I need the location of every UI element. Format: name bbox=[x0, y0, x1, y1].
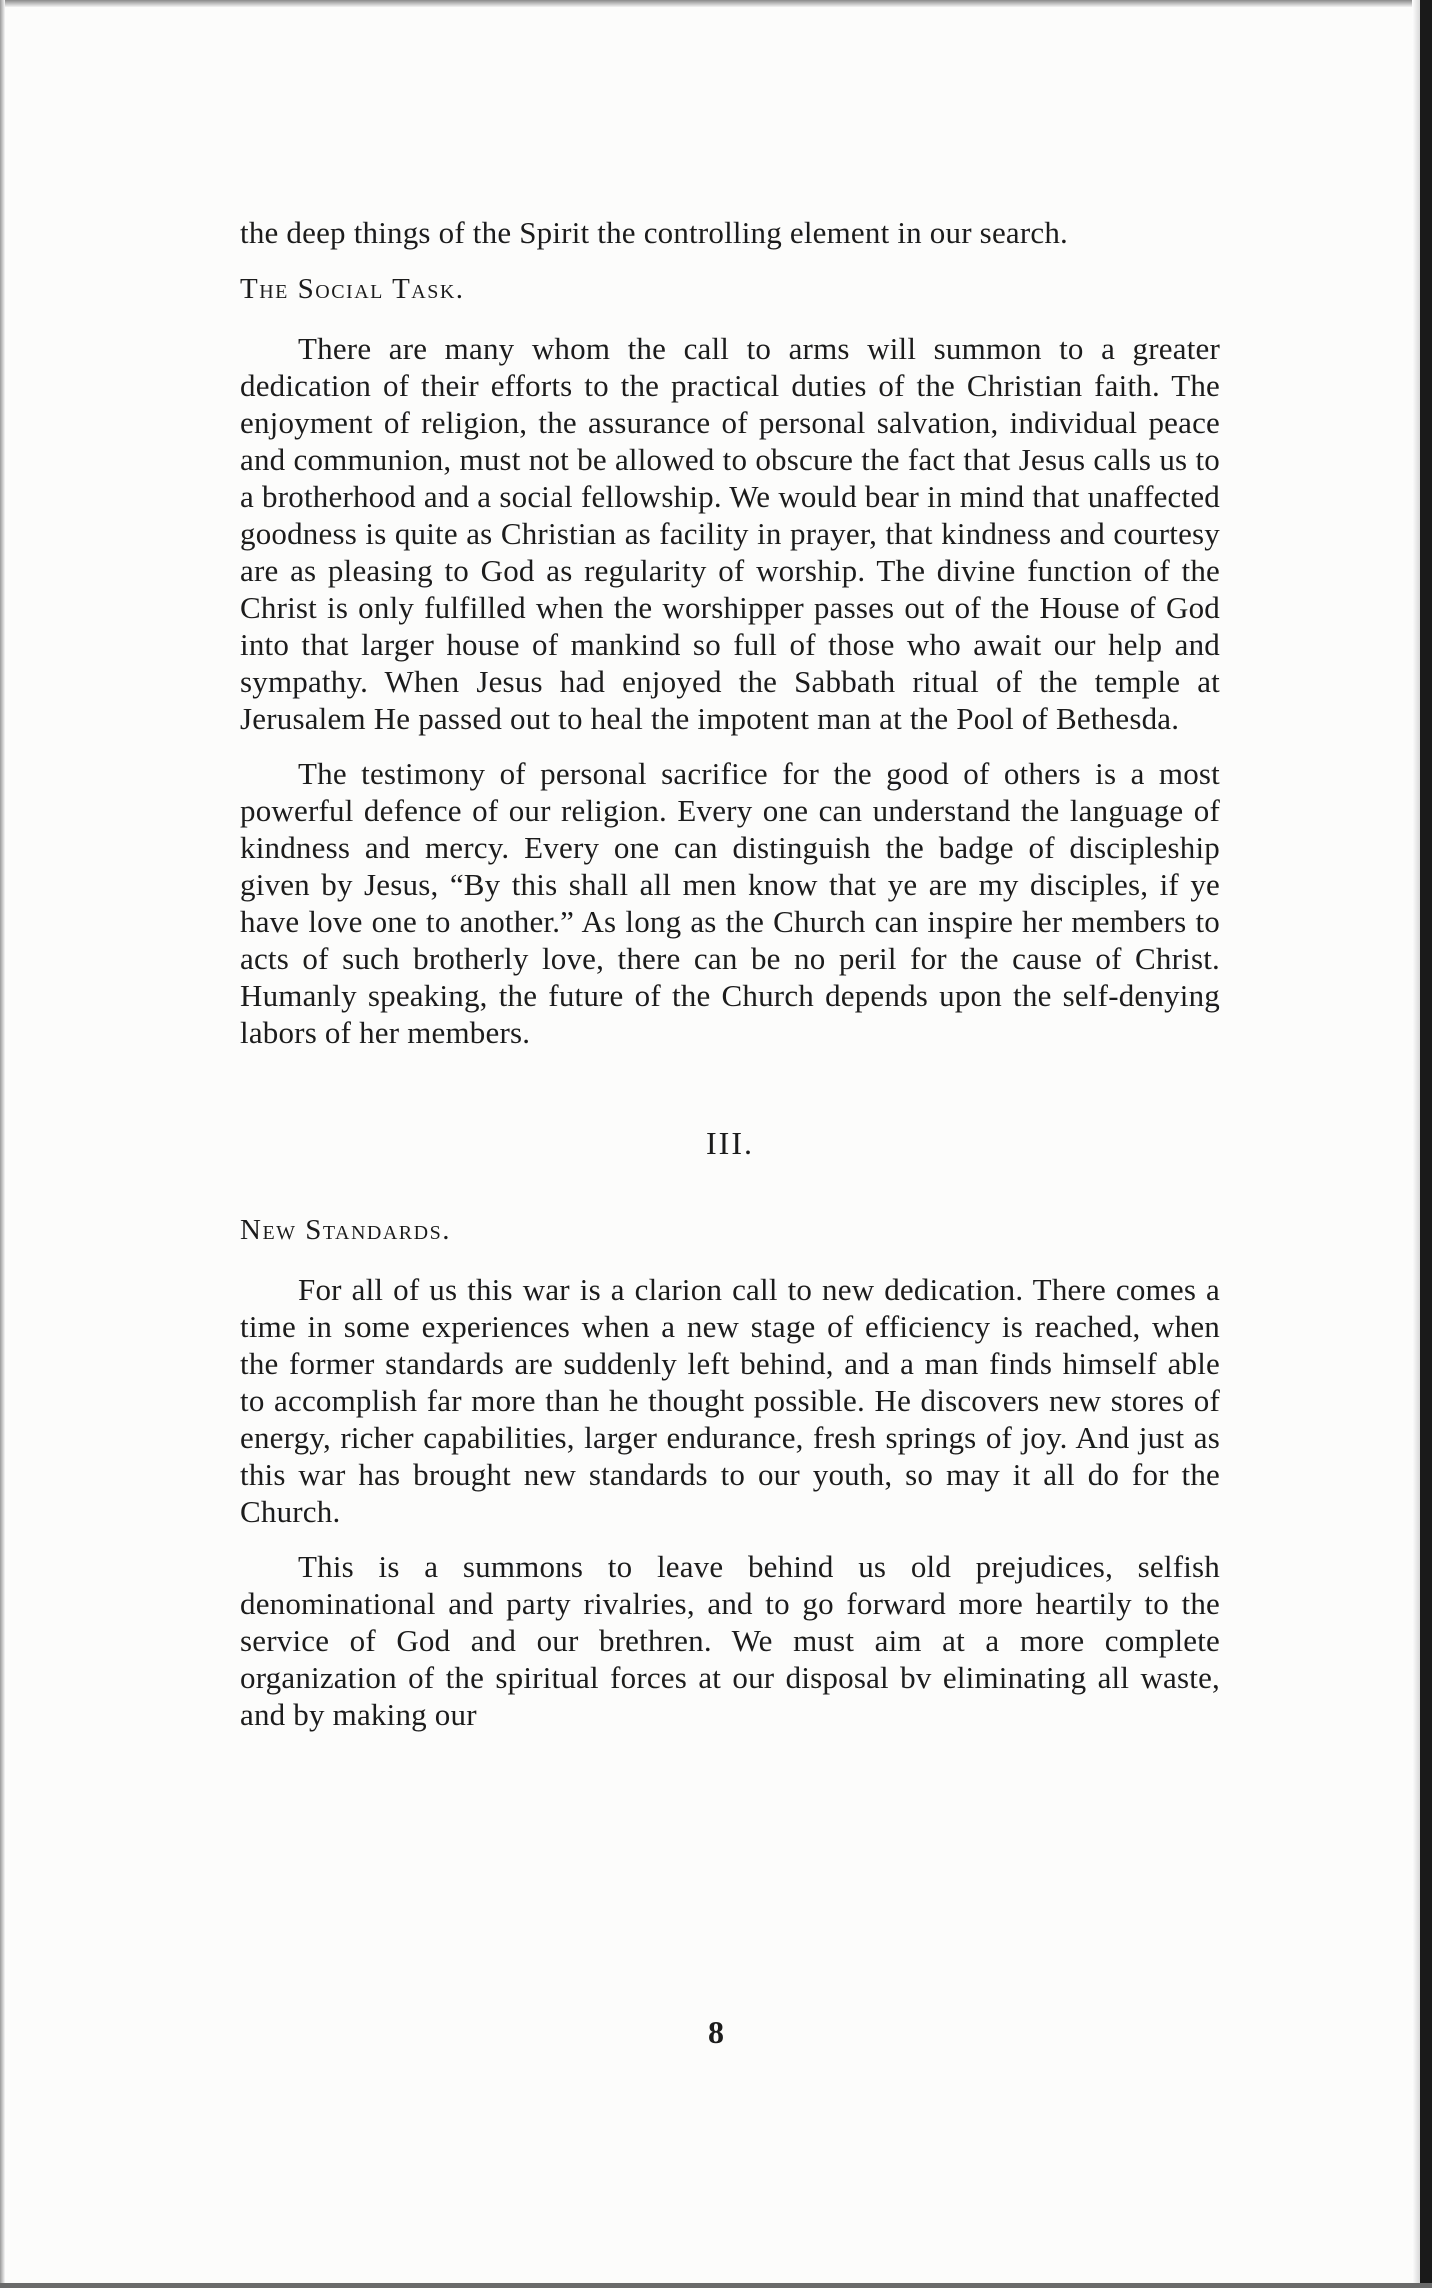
section-heading-social-task: The Social Task. bbox=[240, 273, 465, 305]
section-heading-new-standards: New Standards. bbox=[240, 1214, 451, 1246]
scan-edge-left bbox=[0, 0, 5, 2288]
scan-edge-bottom bbox=[0, 2283, 1432, 2288]
scan-edge-top bbox=[0, 0, 1432, 7]
scan-edge-right bbox=[1420, 0, 1432, 2288]
part-number: III. bbox=[706, 1125, 754, 1161]
paragraph-social-task-2: The testimony of personal sacrifice for the good of others is a most powerful defence of our religion. Every one can understand the language of kindness and mercy. Every one can distinguish the badge of discipleship given by Jesus, “By this shall all men know that ye are my disciples, if ye have love one to another.” As long as the Church can inspire her members to acts of such brotherly love, there can be no peril for the cause of Christ. Humanly speaking, the future of the Church depends upon the self-denying labors of her members. bbox=[240, 756, 1220, 1050]
paragraph-new-standards-1: For all of us this war is a clarion call to new dedication. There comes a time in some experiences when a new stage of efficiency is reached, when the former standards are suddenly left behind, and a man finds himself able to accomplish far more than he thought possible. He discovers new stores of energy, richer capabilities, larger endurance, fresh springs of joy. And just as this war has brought new standards to our youth, so may it all do for the Church. bbox=[240, 1272, 1220, 1529]
opening-fragment: the deep things of the Spirit the controlling element in our search. bbox=[240, 215, 1069, 250]
paragraph-social-task-1: There are many whom the call to arms will summon to a greater dedication of their efforts to the practical duties of the Christian faith. The enjoyment of religion, the assurance of personal salvation, individual peace and communion, must not be allowed to obscure the fact that Jesus calls us to a brotherhood and a social fellowship. We would bear in mind that unaffected goodness is quite as Christian as facility in prayer, that kindness and courtesy are as pleasing to God as regularity of worship. The divine function of the Christ is only fulfilled when the worshipper passes out of the House of God into that larger house of mankind so full of those who await our help and sympathy. When Jesus had enjoyed the Sabbath ritual of the temple at Jerusalem He passed out to heal the impotent man at the Pool of Bethesda. bbox=[240, 331, 1220, 736]
page-number: 8 bbox=[708, 2014, 724, 2050]
scan-edge-right-shadow bbox=[1412, 0, 1420, 2288]
body-text bbox=[240, 214, 1220, 1751]
paragraph-new-standards-2: This is a summons to leave behind us old prejudices, selfish denominational and party rivalries, and to go forward more heartily to the service of God and our brethren. We must aim at a more complete organization of the spiritual forces at our disposal bv eliminating all waste, and by making our bbox=[240, 1549, 1220, 1732]
